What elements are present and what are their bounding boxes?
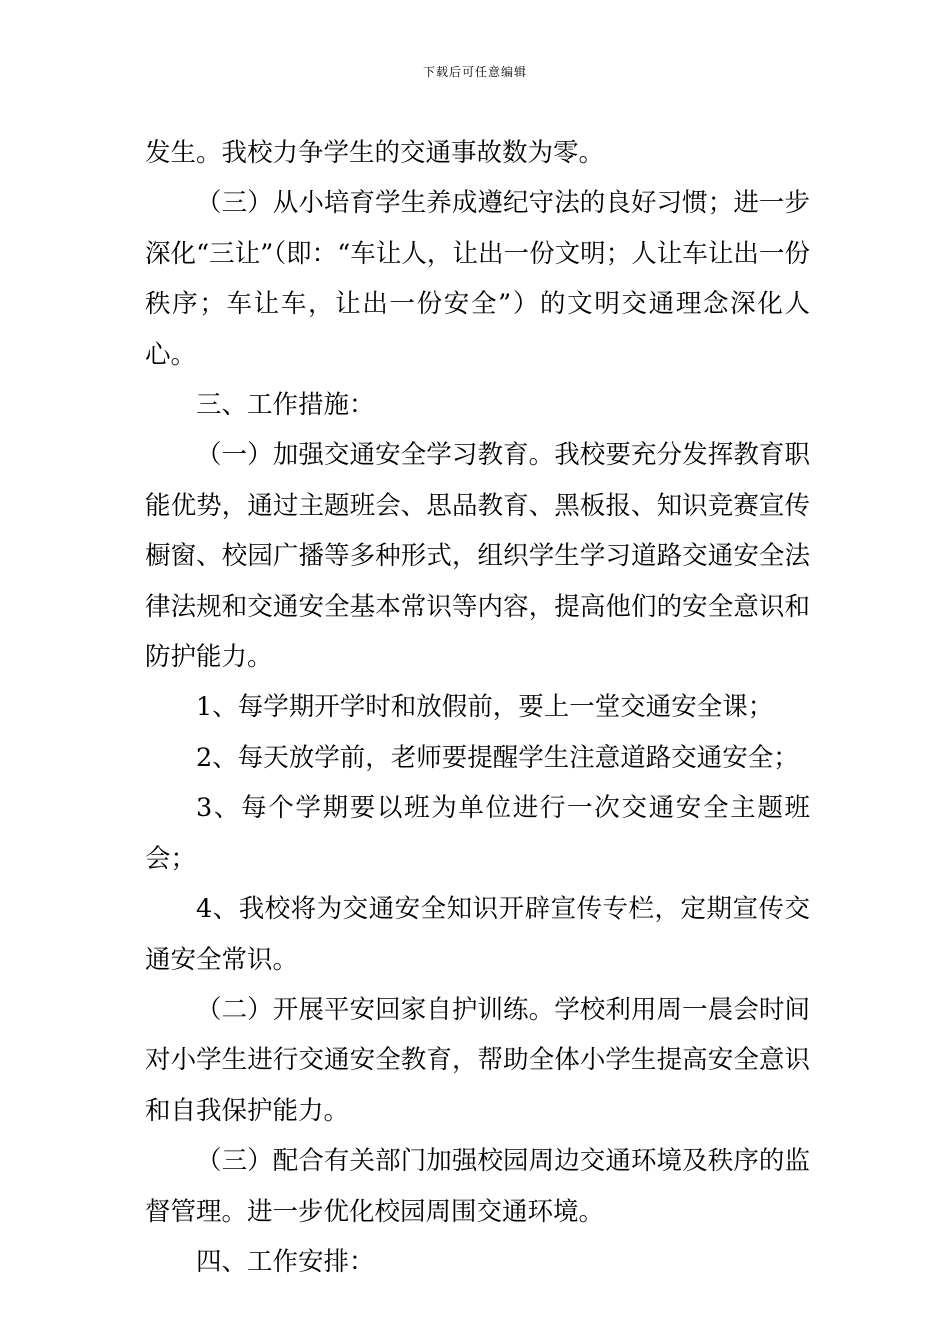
list-item-4: 4、我校将为交通安全知识开辟宣传专栏，定期宣传交通安全常识。	[145, 894, 810, 975]
list-item-3: 3、每个学期要以班为单位进行一次交通安全主题班会；	[145, 793, 810, 874]
list-item-1: 1、每学期开学时和放假前，要上一堂交通安全课；	[196, 692, 774, 723]
page-header: 下载后可任意编辑	[422, 65, 527, 79]
section-heading-measures: 三、工作措施：	[196, 390, 375, 421]
section-heading-arrangements: 四、工作安排：	[196, 1246, 375, 1277]
list-item-2: 2、每天放学前，老师要提醒学生注意道路交通安全；	[196, 742, 799, 773]
document-body	[145, 128, 810, 1287]
paragraph-continuation: 发生。我校力争学生的交通事故数为零。	[145, 138, 605, 168]
paragraph-measure-two: （二）开展平安回家自护训练。学校利用周一晨会时间对小学生进行交通安全教育，帮助全体小学生提高安全意识和自我保护能力。	[145, 994, 810, 1126]
paragraph-measure-three: （三）配合有关部门加强校园周边交通环境及秩序的监督管理。进一步优化校园周围交通环境。	[145, 1146, 810, 1227]
paragraph-measure-one: （一）加强交通安全学习教育。我校要充分发挥教育职能优势，通过主题班会、思品教育、黑板报、知识竞赛宣传橱窗、校园广播等多种形式，组织学生学习道路交通安全法律法规和交通安全基本常识等内容，提高他们的安全意识和防护能力。	[145, 440, 810, 673]
paragraph-goal-three: （三）从小培育学生养成遵纪守法的良好习惯；进一步深化“三让”（即：“车让人，让出一份文明；人让车让出一份秩序；车让车，让出一份安全”）的文明交通理念深化人心。	[145, 188, 810, 370]
